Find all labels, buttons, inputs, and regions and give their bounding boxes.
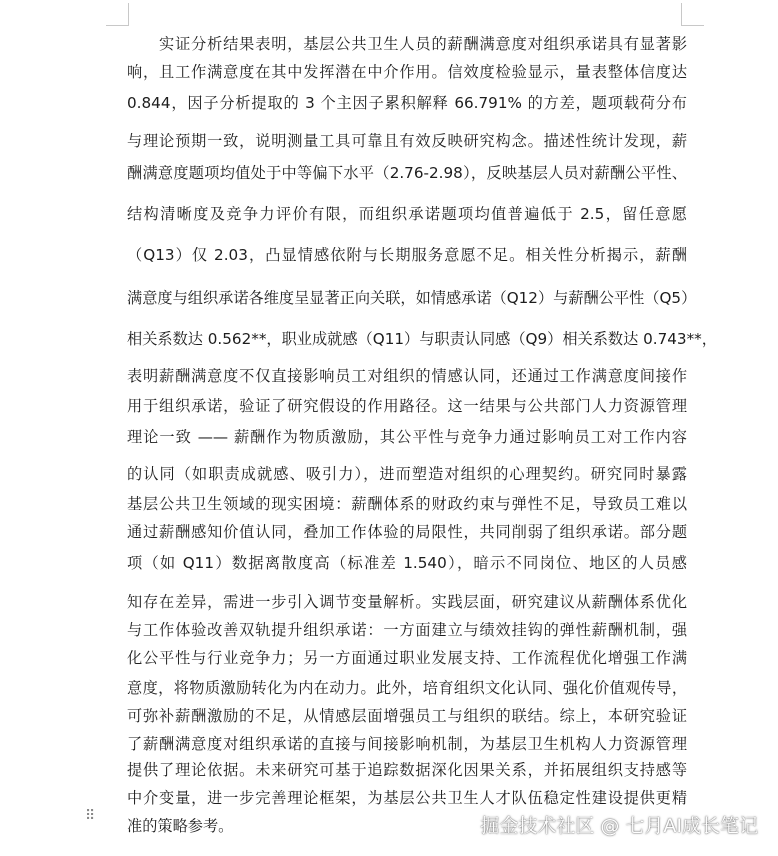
paragraph-line[interactable]: 通过薪酬感知价值认同，叠加工作体验的局限性，共同削弱了组织承诺。部分题	[127, 523, 687, 541]
paragraph-line[interactable]: 可弥补薪酬激励的不足，从情感层面增强员工与组织的联结。综上，本研究验证	[127, 707, 687, 725]
paragraph-line[interactable]: 化公平性与行业竞争力；另一方面通过职业发展支持、工作流程优化增强工作满	[127, 649, 687, 667]
paragraph-line[interactable]: 知存在差异，需进一步引入调节变量解析。实践层面，研究建议从薪酬体系优化	[127, 593, 687, 611]
paragraph-line[interactable]: 准的策略参考。	[127, 817, 234, 835]
watermark: 掘金技术社区 @ 七月AI成长笔记	[480, 815, 758, 837]
paragraph-line[interactable]: 中介变量，进一步完善理论框架，为基层公共卫生人才队伍稳定性建设提供更精	[127, 789, 687, 807]
paragraph-line[interactable]: 酬满意度题项均值处于中等偏下水平（2.76-2.98），反映基层人员对薪酬公平性、	[127, 164, 687, 182]
paragraph-line[interactable]: 相关系数达 0.562**，职业成就感（Q11）与职责认同感（Q9）相关系数达 0.743**，	[127, 330, 717, 348]
paragraph-line[interactable]: 结构清晰度及竞争力评价有限，而组织承诺题项均值普遍低于 2.5，留任意愿	[127, 205, 687, 223]
paragraph-line[interactable]: 意度，将物质激励转化为内在动力。此外，培育组织文化认同、强化价值观传导，	[127, 679, 687, 697]
paragraph-line[interactable]: 实证分析结果表明，基层公共卫生人员的薪酬满意度对组织承诺具有显著影	[127, 35, 687, 53]
paragraph-line[interactable]: 理论一致 —— 薪酬作为物质激励，其公平性与竞争力通过影响员工对工作内容	[127, 428, 687, 446]
drag-handle-icon[interactable]: ⠿	[85, 808, 97, 824]
paragraph-line[interactable]: 项（如 Q11）数据离散度高（标准差 1.540），暗示不同岗位、地区的人员感	[127, 554, 687, 572]
paragraph-line[interactable]: 表明薪酬满意度不仅直接影响员工对组织的情感认同，还通过工作满意度间接作	[127, 367, 687, 385]
page-margin-corner-top-right	[681, 3, 704, 26]
paragraph-line[interactable]: 响，且工作满意度在其中发挥潜在中介作用。信效度检验显示，量表整体信度达	[127, 63, 687, 81]
paragraph-line[interactable]: 与理论预期一致，说明测量工具可靠且有效反映研究构念。描述性统计发现，薪	[127, 132, 687, 150]
paragraph-line[interactable]: 的认同（如职责成就感、吸引力），进而塑造对组织的心理契约。研究同时暴露	[127, 465, 687, 483]
paragraph-line[interactable]: （Q13）仅 2.03，凸显情感依附与长期服务意愿不足。相关性分析揭示，薪酬	[127, 246, 687, 264]
paragraph-line[interactable]: 了薪酬满意度对组织承诺的直接与间接影响机制，为基层卫生机构人力资源管理	[127, 735, 687, 753]
paragraph-line[interactable]: 用于组织承诺，验证了研究假设的作用路径。这一结果与公共部门人力资源管理	[127, 397, 687, 415]
page-margin-corner-top-left	[106, 3, 129, 26]
paragraph-line[interactable]: 基层公共卫生领域的现实困境：薪酬体系的财政约束与弹性不足，导致员工难以	[127, 495, 687, 513]
paragraph-line[interactable]: 与工作体验改善双轨提升组织承诺：一方面建立与绩效挂钩的弹性薪酬机制，强	[127, 621, 687, 639]
paragraph-line[interactable]: 0.844，因子分析提取的 3 个主因子累积解释 66.791% 的方差，题项载荷分布	[127, 94, 687, 112]
paragraph-line[interactable]: 满意度与组织承诺各维度呈显著正向关联，如情感承诺（Q12）与薪酬公平性（Q5）	[127, 289, 697, 307]
paragraph-line[interactable]: 提供了理论依据。未来研究可基于追踪数据深化因果关系，并拓展组织支持感等	[127, 761, 687, 779]
